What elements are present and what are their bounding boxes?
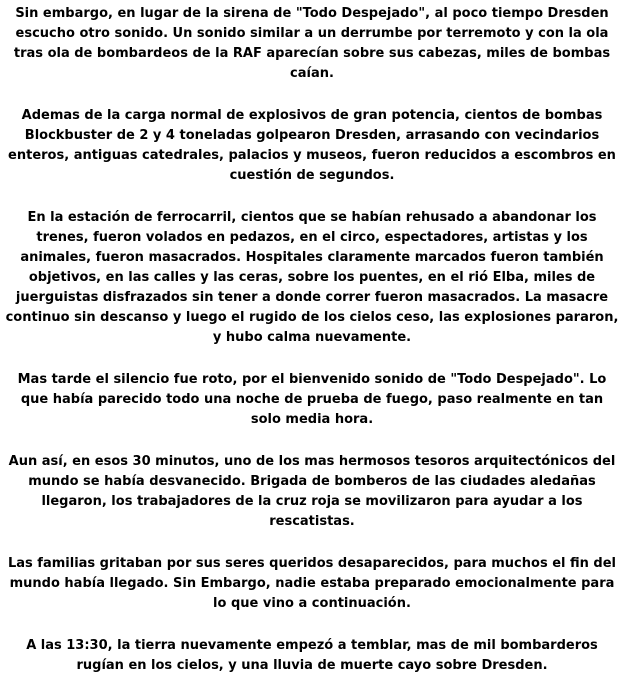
paragraph-2: Ademas de la carga normal de explosivos de gran potencia, cientos de bombas Blockbuster de 2 y 4 toneladas golpearon Dresden, arrasando con vecindarios enteros, antiguas catedrales, palacios y museos, fueron reducidos a escombros en cuestión de segundos. [8,108,616,183]
paragraph-7: A las 13:30, la tierra nuevamente empezó a temblar, mas de mil bombarderos rugían en los cielos, y una lluvia de muerte cayo sobre Dresden. [26,638,598,673]
paragraph-3: En la estación de ferrocarril, cientos que se habían rehusado a abandonar los trenes, fueron volados en pedazos, en el circo, espectadores, artistas y los animales, fueron masacrados. Hospitales claramente marcados fueron también objetivos, en las calles y las ceras, sobre los puentes, en el rió Elba, miles de juerguistas disfrazados sin tener a donde correr fueron masacrados. La masacre continuo sin descanso y luego el rugido de los cielos ceso, las explosiones pararon, y hubo calma nuevamente. [5,210,619,345]
paragraph-6: Las familias gritaban por sus seres queridos desaparecidos, para muchos el fin del mundo había llegado. Sin Embargo, nadie estaba preparado emocionalmente para lo que vino a continuación. [7,556,617,611]
paragraph-1: Sin embargo, en lugar de la sirena de "Todo Despejado", al poco tiempo Dresden escucho otro sonido. Un sonido similar a un derrumbe por terremoto y con la ola tras ola de bombardeos de la RAF aparecían sobre sus cabezas, miles de bombas caían. [13,6,611,81]
paragraph-5: Aun así, en esos 30 minutos, uno de los mas hermosos tesoros arquitectónicos del mundo se había desvanecido. Brigada de bomberos de las ciudades aledañas llegaron, los trabajadores de la cruz roja se movilizaron para ayudar a los rescatistas. [8,454,616,529]
paragraph-4: Mas tarde el silencio fue roto, por el bienvenido sonido de "Todo Despejado". Lo que había parecido todo una noche de prueba de fuego, paso realmente en tan solo media hora. [17,372,607,427]
